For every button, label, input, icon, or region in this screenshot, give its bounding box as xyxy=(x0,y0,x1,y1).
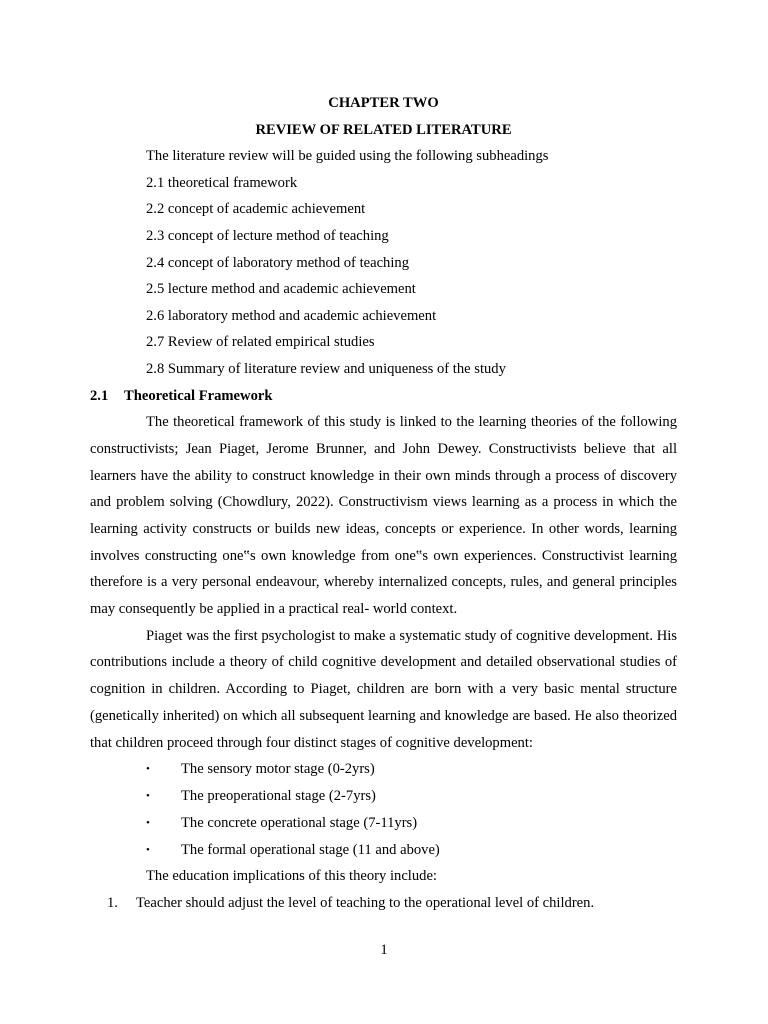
subheading-item: 2.4 concept of laboratory method of teaching xyxy=(146,254,410,271)
stage-text: The sensory motor stage (0-2yrs) xyxy=(181,761,375,778)
chapter-heading: CHAPTER TWO xyxy=(328,95,439,111)
list-item xyxy=(90,810,677,837)
section-title: Theoretical Framework xyxy=(124,387,273,404)
intro-line: The literature review will be guided using the following subheadings xyxy=(146,148,549,165)
body-paragraph-piaget: Piaget was the first psychologist to make a systematic study of cognitive development. His contributions include a theory of child cognitive development and detailed observational studies of cognition in children. According to Piaget, children are born with a very basic mental structure (genetically inherited) on which all subsequent learning and knowledge are based. He also theorized that children proceed through four distinct stages of cognitive development: xyxy=(90,627,677,751)
bullet-icon: • xyxy=(146,763,150,776)
item-number: 1. xyxy=(107,895,118,912)
list-item xyxy=(90,837,677,864)
stage-text: The preoperational stage (2-7yrs) xyxy=(181,788,376,805)
page-number: 1 xyxy=(380,942,388,958)
implications-intro: The education implications of this theory include: xyxy=(146,868,437,885)
stage-text: The formal operational stage (11 and above) xyxy=(181,841,440,858)
subheading-item: 2.3 concept of lecture method of teaching xyxy=(146,227,389,244)
list-item xyxy=(90,783,677,810)
subheading-item: 2.7 Review of related empirical studies xyxy=(146,334,375,351)
subheading-item: 2.6 laboratory method and academic achievement xyxy=(146,307,437,324)
subheading-item: 2.2 concept of academic achievement xyxy=(146,201,366,218)
subheading-item: 2.5 lecture method and academic achievement xyxy=(146,281,416,298)
document-page xyxy=(90,90,677,917)
bullet-icon: • xyxy=(146,816,150,829)
stages-list xyxy=(90,756,677,863)
item-text: Teacher should adjust the level of teaching to the operational level of children. xyxy=(136,895,595,912)
subheading-item: 2.8 Summary of literature review and uniqueness of the study xyxy=(146,360,506,377)
section-heading xyxy=(90,383,677,410)
stage-text: The concrete operational stage (7-11yrs) xyxy=(181,814,418,831)
subheading-item: 2.1 theoretical framework xyxy=(146,174,298,191)
numbered-item xyxy=(90,890,677,917)
body-paragraph-constructivism: The theoretical framework of this study is linked to the learning theories of the following constructivists; Jean Piaget, Jerome Brunner, and John Dewey. Constructivists believe that all learners have the ability to construct knowledge in their own minds through a process of discovery and problem solving (Chowdlury, 2022). Constructivism views learning as a process in which the learning activity constructs or builds new ideas, concepts or experience. In other words, learning involves constructing one‟s own knowledge from one‟s own experiences. Constructivist learning therefore is a very personal endeavour, whereby internalized concepts, rules, and general principles may consequently be applied in a practical real- world context. xyxy=(90,414,677,618)
bullet-icon: • xyxy=(146,843,150,856)
list-item xyxy=(90,756,677,783)
bullet-icon: • xyxy=(146,790,150,803)
section-number: 2.1 xyxy=(90,387,109,404)
chapter-title: REVIEW OF RELATED LITERATURE xyxy=(255,121,512,138)
